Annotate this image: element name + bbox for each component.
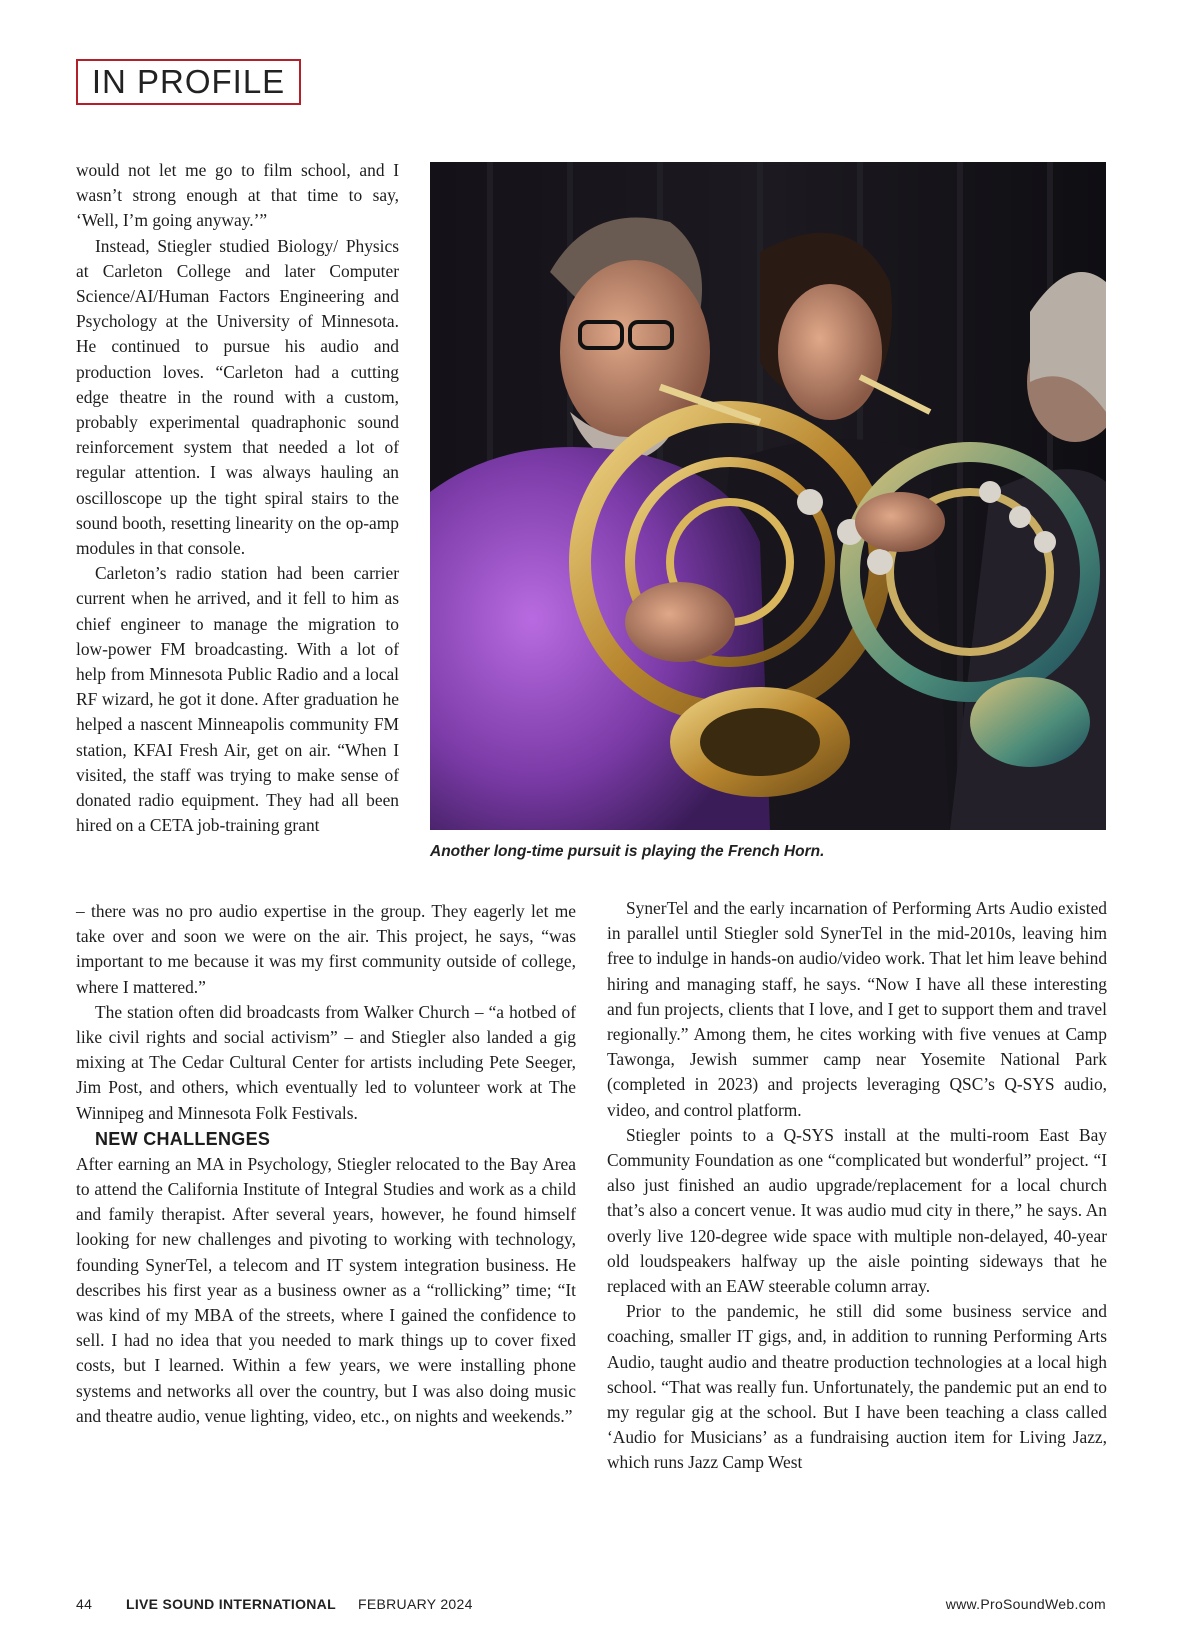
article-paragraph: Instead, Stiegler studied Biology/ Physics at Carleton College and later Computer Science/AI/Human Factors Engineering and Psychology at the University of Minnesota. He continued to pursue his audio and production loves. “Carleton had a cutting edge theatre in the round with a custom, probably experimental quadraphonic sound reinforcement system that needed a lot of regular attention. I was always hauling an oscilloscope up the tight spiral stairs to the sound booth, resetting linearity on the op-amp modules in that console. <box>76 235 399 559</box>
subhead-new-challenges: NEW CHALLENGES <box>95 1128 271 1149</box>
article-paragraph: Prior to the pandemic, he still did some business service and coaching, smaller IT gigs, and, in addition to running Performing Arts Audio, taught audio and theatre production technologies at a local high school. “That was really fun. Unfortunately, the pandemic put an end to my regular gig at the school. But I have been teaching a class called ‘Audio for Musicians’ as a fundraising auction item for Living Jazz, which runs Jazz Camp West <box>607 1301 1107 1473</box>
article-paragraph: SynerTel and the early incarnation of Performing Arts Audio existed in parallel until Stiegler sold SynerTel in the mid-2010s, leaving him free to indulge in hands-on audio/video work. That let him leave behind hiring and managing staff, he says. “Now I have all these interesting and fun projects, clients that I love, and I get to support them and travel regionally.” Among them, he cites working with five venues at Camp Tawonga, Jewish summer camp near Yosemite National Park (completed in 2023) and projects leveraging QSC’s Q-SYS audio, video, and control platform. <box>607 898 1108 1120</box>
article-column-left-bottom <box>76 899 576 1429</box>
french-horn-photo <box>430 162 1106 830</box>
article-column-left-top <box>76 158 399 838</box>
article-paragraph: Carleton’s radio station had been carrier current when he arrived, and it fell to him as chief engineer to manage the migration to low-power FM broadcasting. With a lot of help from Minnesota Public Radio and a local RF wizard, he got it done. After graduation he helped a nascent Minneapolis community FM station, KFAI Fresh Air, get on air. “When I visited, the staff was trying to make sense of donated radio equipment. They had all been hired on a CETA job-training grant <box>76 563 399 836</box>
website-url: www.ProSoundWeb.com <box>945 1596 1106 1612</box>
magazine-name: LIVE SOUND INTERNATIONAL <box>126 1596 336 1612</box>
photo-caption: Another long-time pursuit is playing the French Horn. <box>430 843 825 860</box>
article-paragraph: would not let me go to film school, and I wasn’t strong enough at that time to say, ‘Well, I’m going anyway.’” <box>76 160 399 231</box>
section-label: IN PROFILE <box>76 59 301 105</box>
article-paragraph: – there was no pro audio expertise in the group. They eagerly let me take over and soon we were on the air. This project, he says, “was important to me because it was my first community outside of college, where I mattered.” <box>76 901 576 997</box>
article-paragraph: After earning an MA in Psychology, Stiegler relocated to the Bay Area to attend the California Institute of Integral Studies and work as a child and family therapist. After several years, however, he found himself looking for new challenges and pivoting to working with technology, founding SynerTel, a telecom and IT system integration business. He describes his first year as a business owner as a “rollicking” time; “It was kind of my MBA of the streets, where I gained the confidence to sell. I had no idea that you needed to mark things up to cover fixed costs, but I learned. Within a few years, we were installing phone systems and networks all over the country, but I was also doing music and theatre audio, venue lighting, video, etc., on nights and weekends.” <box>76 1153 576 1426</box>
article-paragraph: The station often did broadcasts from Walker Church – “a hotbed of like civil rights and social activism” – and Stiegler also landed a gig mixing at The Cedar Cultural Center for artists including Pete Seeger, Jim Post, and others, which eventually led to volunteer work at The Winnipeg and Minnesota Folk Festivals. <box>76 1001 576 1123</box>
article-paragraph: Stiegler points to a Q-SYS install at the multi-room East Bay Community Foundation as one “complicated but wonderful” project. “I also just finished an audio upgrade/replacement for a local church that’s also a concert venue. It was audio mud city in there,” he says. An overly live 120-degree wide space with multiple non-delayed, 40-year old loudspeakers halfway up the aisle pointing sideways that he replaced with an EAW steerable column array. <box>607 1124 1107 1297</box>
french-horn-photo-illustration <box>430 162 1106 830</box>
issue-date: FEBRUARY 2024 <box>358 1596 473 1612</box>
article-column-right <box>607 896 1107 1476</box>
page-number: 44 <box>76 1596 93 1612</box>
